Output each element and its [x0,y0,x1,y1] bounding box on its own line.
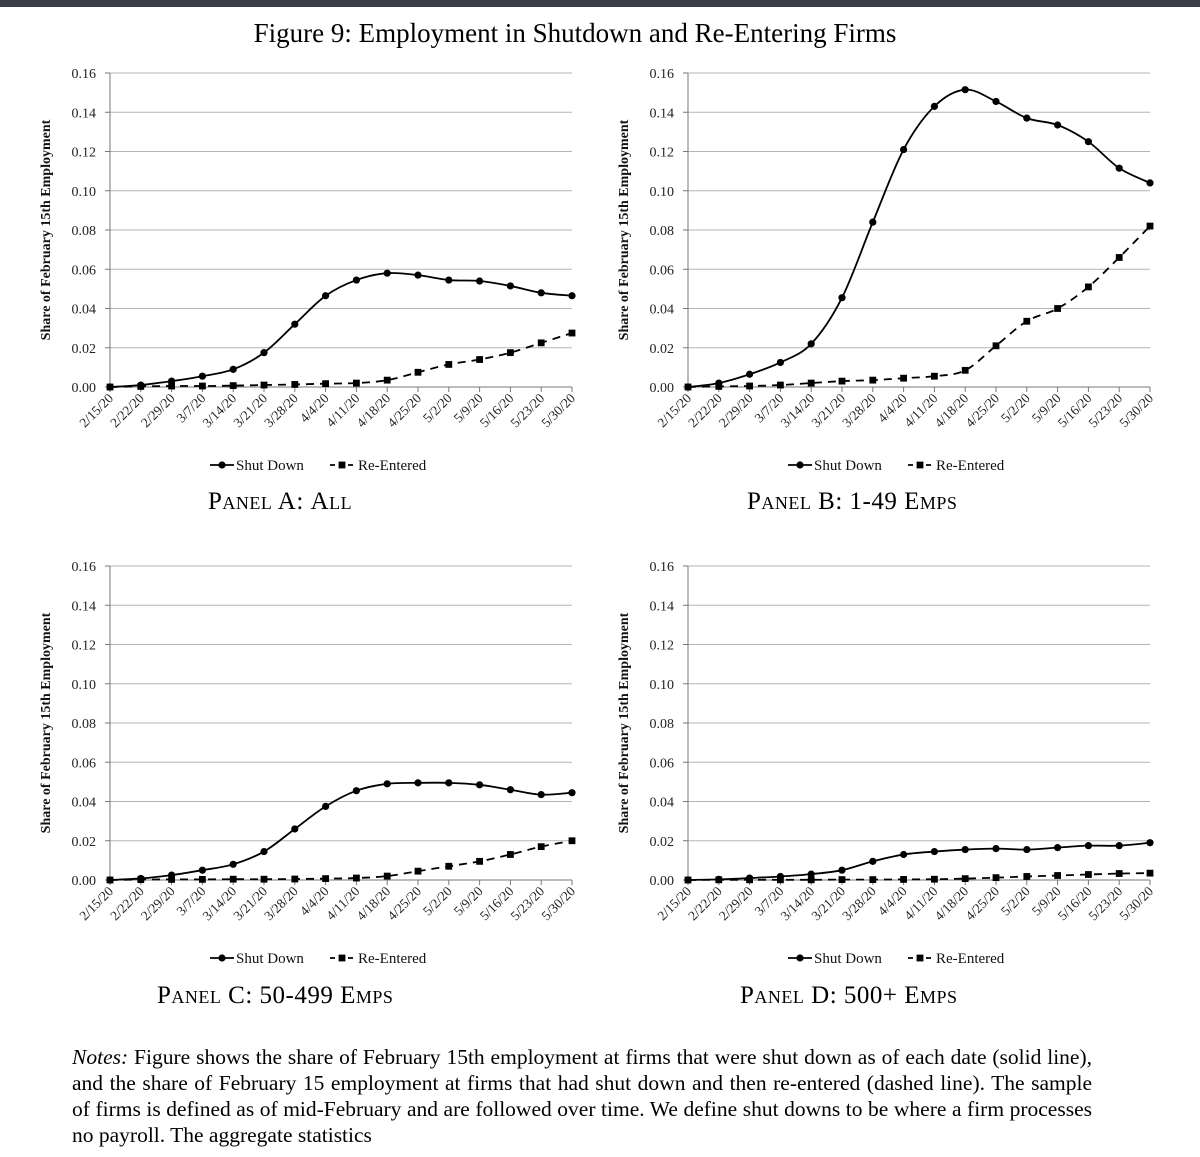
data-point-shut-down [476,781,483,788]
data-point-re-entered [808,380,815,387]
data-point-shut-down [1116,842,1123,849]
chart-svg [598,55,1188,525]
data-point-re-entered [538,843,545,850]
x-tick-label: 5/23/20 [507,883,548,924]
data-point-re-entered [931,373,938,380]
data-point-shut-down [199,867,206,874]
y-tick-label: 0.02 [649,341,674,357]
y-tick-label: 0.00 [649,874,674,889]
panel-a-prefix: Panel A: [208,488,304,515]
data-point-shut-down [199,373,206,380]
x-tick-label: 3/7/20 [751,390,787,426]
x-tick-label: 2/15/20 [76,390,117,431]
legend-marker-re-entered [917,955,924,962]
y-tick-label: 0.06 [649,263,674,279]
y-tick-label: 0.04 [649,795,674,811]
x-tick-label: 2/22/20 [685,883,725,924]
data-point-re-entered [1147,223,1154,230]
data-point-shut-down [260,848,267,855]
x-tick-label: 2/22/20 [107,390,147,431]
x-tick-label: 4/11/20 [323,390,363,430]
figure-notes [72,1044,1092,1148]
y-tick-label: 0.10 [649,184,674,200]
data-point-re-entered [808,876,815,883]
x-tick-label: 4/4/20 [296,883,332,919]
data-point-shut-down [322,803,329,810]
data-point-shut-down [384,270,391,277]
x-tick-label: 5/2/20 [997,390,1033,426]
x-tick-label: 5/2/20 [997,883,1033,919]
data-point-re-entered [900,375,907,382]
data-point-re-entered [869,876,876,883]
legend-label-re-entered: Re-Entered [358,458,427,474]
data-point-re-entered [746,876,753,883]
data-point-shut-down [992,98,999,105]
y-tick-label: 0.00 [649,381,674,396]
data-point-re-entered [291,876,298,883]
data-point-re-entered [107,384,114,391]
x-tick-label: 5/16/20 [476,390,517,431]
data-point-shut-down [1023,115,1030,122]
panel-b-prefix: Panel B: [747,488,843,515]
data-point-re-entered [507,349,514,356]
y-tick-label: 0.12 [649,638,674,654]
legend-label-shut-down: Shut Down [236,951,304,967]
data-point-re-entered [685,384,692,391]
x-tick-label: 4/18/20 [353,883,394,924]
x-tick-label: 2/29/20 [715,390,756,431]
data-point-re-entered [1023,318,1030,325]
series-line-shut-down [110,273,572,387]
x-tick-label: 2/15/20 [654,390,695,431]
data-point-re-entered [230,876,237,883]
data-point-shut-down [931,848,938,855]
legend-marker-re-entered [339,462,346,469]
x-tick-label: 4/4/20 [874,390,910,426]
data-point-re-entered [445,863,452,870]
x-tick-label: 5/16/20 [476,883,517,924]
data-point-re-entered [685,877,692,884]
data-point-shut-down [808,340,815,347]
x-tick-label: 3/7/20 [751,883,787,919]
panel-a-title [208,488,352,516]
data-point-shut-down [1146,179,1153,186]
y-tick-label: 0.06 [71,756,96,772]
y-tick-label: 0.02 [649,834,674,850]
notes-text: Figure shows the share of February 15th employment at firms that were shut down as of each date (solid line), and the share of February 15 employment at firms that had shut down and then re-entered (dashed line). The sample of firms is defined as of mid-February and are followed over time. We define shut downs to be where a firm processes no payroll. The aggregate statistics [72,1045,1093,1147]
legend-marker-re-entered [917,462,924,469]
data-point-re-entered [415,369,422,376]
y-tick-label: 0.14 [71,599,96,615]
data-point-shut-down [568,292,575,299]
chart-svg [20,548,610,1018]
data-point-shut-down [962,846,969,853]
x-tick-label: 5/16/20 [1054,390,1095,431]
x-tick-label: 3/28/20 [261,390,301,431]
y-tick-label: 0.08 [71,717,96,732]
legend-label-re-entered: Re-Entered [936,458,1005,474]
data-point-re-entered [445,361,452,368]
data-point-re-entered [1085,284,1092,291]
data-point-shut-down [291,825,298,832]
data-point-re-entered [107,877,114,884]
y-tick-label: 0.12 [649,145,674,161]
data-point-shut-down [384,780,391,787]
data-point-shut-down [353,276,360,283]
x-tick-label: 5/9/20 [1028,390,1064,426]
data-point-re-entered [777,876,784,883]
legend-label-shut-down: Shut Down [814,951,882,967]
data-point-re-entered [569,330,576,337]
x-tick-label: 5/2/20 [419,390,455,426]
data-point-re-entered [1054,872,1061,879]
figure-title: Figure 9: Employment in Shutdown and Re-Entering Firms [253,18,897,48]
x-tick-label: 2/22/20 [107,883,147,924]
data-point-re-entered [168,383,175,390]
series-line-shut-down [110,783,572,880]
legend-label-re-entered: Re-Entered [358,951,427,967]
x-tick-label: 4/25/20 [962,390,1003,431]
data-point-re-entered [538,339,545,346]
series-line-re-entered [688,226,1150,387]
data-point-shut-down [900,851,907,858]
y-tick-label: 0.10 [71,184,96,200]
x-tick-label: 5/23/20 [1085,390,1126,431]
x-tick-label: 3/14/20 [199,390,240,431]
y-tick-label: 0.04 [71,795,96,811]
data-point-re-entered [415,868,422,875]
x-tick-label: 5/23/20 [507,390,548,431]
x-tick-label: 3/14/20 [777,883,818,924]
window-top-bar [0,0,1200,7]
x-tick-label: 4/18/20 [931,390,972,431]
x-tick-label: 4/25/20 [384,883,425,924]
data-point-shut-down [538,791,545,798]
data-point-shut-down [445,276,452,283]
y-tick-label: 0.16 [71,67,96,82]
data-point-re-entered [137,876,144,883]
x-tick-label: 3/21/20 [808,390,849,431]
x-tick-label: 4/25/20 [384,390,425,431]
data-point-re-entered [839,876,846,883]
y-tick-label: 0.12 [71,145,96,161]
y-tick-label: 0.08 [649,224,674,239]
x-tick-label: 5/16/20 [1054,883,1095,924]
legend-label-re-entered: Re-Entered [936,951,1005,967]
x-tick-label: 3/14/20 [199,883,240,924]
x-tick-label: 4/11/20 [323,883,363,923]
data-point-re-entered [715,876,722,883]
panel-b-label: 1-49 Emps [849,488,958,515]
data-point-shut-down [1054,844,1061,851]
y-tick-label: 0.16 [71,560,96,575]
y-tick-label: 0.00 [71,874,96,889]
x-tick-label: 2/22/20 [685,390,725,431]
series-line-re-entered [688,873,1150,880]
chart-panel-d [598,548,1188,1018]
x-tick-label: 5/9/20 [450,390,486,426]
data-point-re-entered [777,382,784,389]
legend-marker-re-entered [339,955,346,962]
data-point-re-entered [869,377,876,384]
y-axis-label: Share of February 15th Employment [39,119,54,341]
data-point-shut-down [414,272,421,279]
x-tick-label: 5/30/20 [538,390,579,431]
x-tick-label: 2/29/20 [715,883,756,924]
panel-d-prefix: Panel D: [740,982,838,1009]
data-point-re-entered [384,377,391,384]
data-point-re-entered [261,382,268,389]
x-tick-label: 5/2/20 [419,883,455,919]
x-tick-label: 3/21/20 [808,883,849,924]
data-point-re-entered [384,873,391,880]
data-point-re-entered [137,383,144,390]
y-tick-label: 0.12 [71,638,96,654]
data-point-re-entered [962,875,969,882]
chart-svg [598,548,1188,1018]
x-tick-label: 5/30/20 [1116,390,1157,431]
panel-c-title [157,982,393,1010]
series-line-shut-down [688,90,1150,387]
data-point-shut-down [476,277,483,284]
legend-marker-shut-down [796,461,803,468]
panel-c-prefix: Panel C: [157,982,253,1009]
x-tick-label: 3/28/20 [839,883,879,924]
x-tick-label: 3/7/20 [173,390,209,426]
panel-c-label: 50-499 Emps [259,982,394,1009]
data-point-shut-down [777,359,784,366]
data-point-re-entered [199,876,206,883]
data-point-re-entered [322,380,329,387]
data-point-re-entered [993,874,1000,881]
data-point-re-entered [900,876,907,883]
x-tick-label: 5/30/20 [538,883,579,924]
data-point-re-entered [507,851,514,858]
x-tick-label: 3/21/20 [230,390,271,431]
data-point-re-entered [1147,870,1154,877]
y-axis-label: Share of February 15th Employment [617,612,632,834]
data-point-shut-down [962,86,969,93]
data-point-shut-down [1023,846,1030,853]
panel-b-title [747,488,957,516]
series-line-re-entered [110,333,572,387]
x-tick-label: 3/14/20 [777,390,818,431]
data-point-shut-down [838,867,845,874]
x-tick-label: 4/18/20 [353,390,394,431]
data-point-re-entered [839,378,846,385]
legend-label-shut-down: Shut Down [814,458,882,474]
x-tick-label: 2/29/20 [137,390,178,431]
x-tick-label: 4/11/20 [901,390,941,430]
y-tick-label: 0.10 [71,677,96,693]
data-point-shut-down [353,787,360,794]
data-point-shut-down [1116,165,1123,172]
data-point-re-entered [569,837,576,844]
data-point-shut-down [538,289,545,296]
chart-panel-a [20,55,610,525]
data-point-shut-down [931,103,938,110]
legend-marker-shut-down [218,954,225,961]
x-tick-label: 5/23/20 [1085,883,1126,924]
data-point-shut-down [445,779,452,786]
data-point-shut-down [869,219,876,226]
x-tick-label: 2/29/20 [137,883,178,924]
panel-d-label: 500+ Emps [843,982,958,1009]
y-tick-label: 0.02 [71,341,96,357]
x-tick-label: 5/9/20 [1028,883,1064,919]
y-tick-label: 0.06 [649,756,674,772]
data-point-re-entered [476,858,483,865]
data-point-shut-down [992,845,999,852]
data-point-shut-down [291,321,298,328]
y-tick-label: 0.06 [71,263,96,279]
data-point-re-entered [1054,305,1061,312]
x-tick-label: 4/4/20 [874,883,910,919]
data-point-shut-down [1146,839,1153,846]
data-point-shut-down [838,294,845,301]
data-point-shut-down [1054,121,1061,128]
data-point-re-entered [715,383,722,390]
panel-d-title [740,982,958,1010]
data-point-shut-down [1085,138,1092,145]
data-point-shut-down [322,292,329,299]
data-point-shut-down [746,371,753,378]
x-tick-label: 2/15/20 [654,883,695,924]
data-point-re-entered [353,380,360,387]
x-tick-label: 4/18/20 [931,883,972,924]
data-point-re-entered [962,367,969,374]
data-point-re-entered [746,383,753,390]
x-tick-label: 3/28/20 [261,883,301,924]
notes-label: Notes: [72,1045,129,1069]
data-point-re-entered [1023,873,1030,880]
chart-svg [20,55,610,525]
data-point-re-entered [1085,871,1092,878]
data-point-shut-down [507,786,514,793]
legend-label-shut-down: Shut Down [236,458,304,474]
data-point-shut-down [414,779,421,786]
y-tick-label: 0.04 [649,302,674,318]
data-point-re-entered [931,876,938,883]
chart-panel-c [20,548,610,1018]
panel-a-label: All [310,488,353,515]
data-point-re-entered [230,382,237,389]
x-tick-label: 3/21/20 [230,883,271,924]
x-tick-label: 5/30/20 [1116,883,1157,924]
data-point-shut-down [568,789,575,796]
y-tick-label: 0.02 [71,834,96,850]
data-point-re-entered [291,381,298,388]
chart-panel-b [598,55,1188,525]
x-tick-label: 3/28/20 [839,390,879,431]
data-point-re-entered [322,875,329,882]
y-tick-label: 0.00 [71,381,96,396]
data-point-re-entered [476,356,483,363]
data-point-shut-down [869,858,876,865]
y-tick-label: 0.08 [71,224,96,239]
x-tick-label: 2/15/20 [76,883,117,924]
data-point-shut-down [230,366,237,373]
data-point-re-entered [199,383,206,390]
data-point-re-entered [1116,870,1123,877]
y-tick-label: 0.16 [649,560,674,575]
y-tick-label: 0.04 [71,302,96,318]
y-axis-label: Share of February 15th Employment [39,612,54,834]
x-tick-label: 4/11/20 [901,883,941,923]
data-point-re-entered [168,876,175,883]
data-point-shut-down [230,861,237,868]
x-tick-label: 4/4/20 [296,390,332,426]
x-tick-label: 4/25/20 [962,883,1003,924]
legend-marker-shut-down [796,954,803,961]
y-tick-label: 0.14 [649,106,674,122]
x-tick-label: 5/9/20 [450,883,486,919]
y-tick-label: 0.08 [649,717,674,732]
data-point-re-entered [353,875,360,882]
y-tick-label: 0.10 [649,677,674,693]
y-tick-label: 0.14 [649,599,674,615]
data-point-re-entered [1116,254,1123,261]
x-tick-label: 3/7/20 [173,883,209,919]
legend-marker-shut-down [218,461,225,468]
y-tick-label: 0.16 [649,67,674,82]
data-point-shut-down [900,146,907,153]
data-point-re-entered [993,342,1000,349]
data-point-re-entered [261,876,268,883]
data-point-shut-down [1085,842,1092,849]
data-point-shut-down [507,282,514,289]
data-point-shut-down [260,349,267,356]
y-tick-label: 0.14 [71,106,96,122]
y-axis-label: Share of February 15th Employment [617,119,632,341]
